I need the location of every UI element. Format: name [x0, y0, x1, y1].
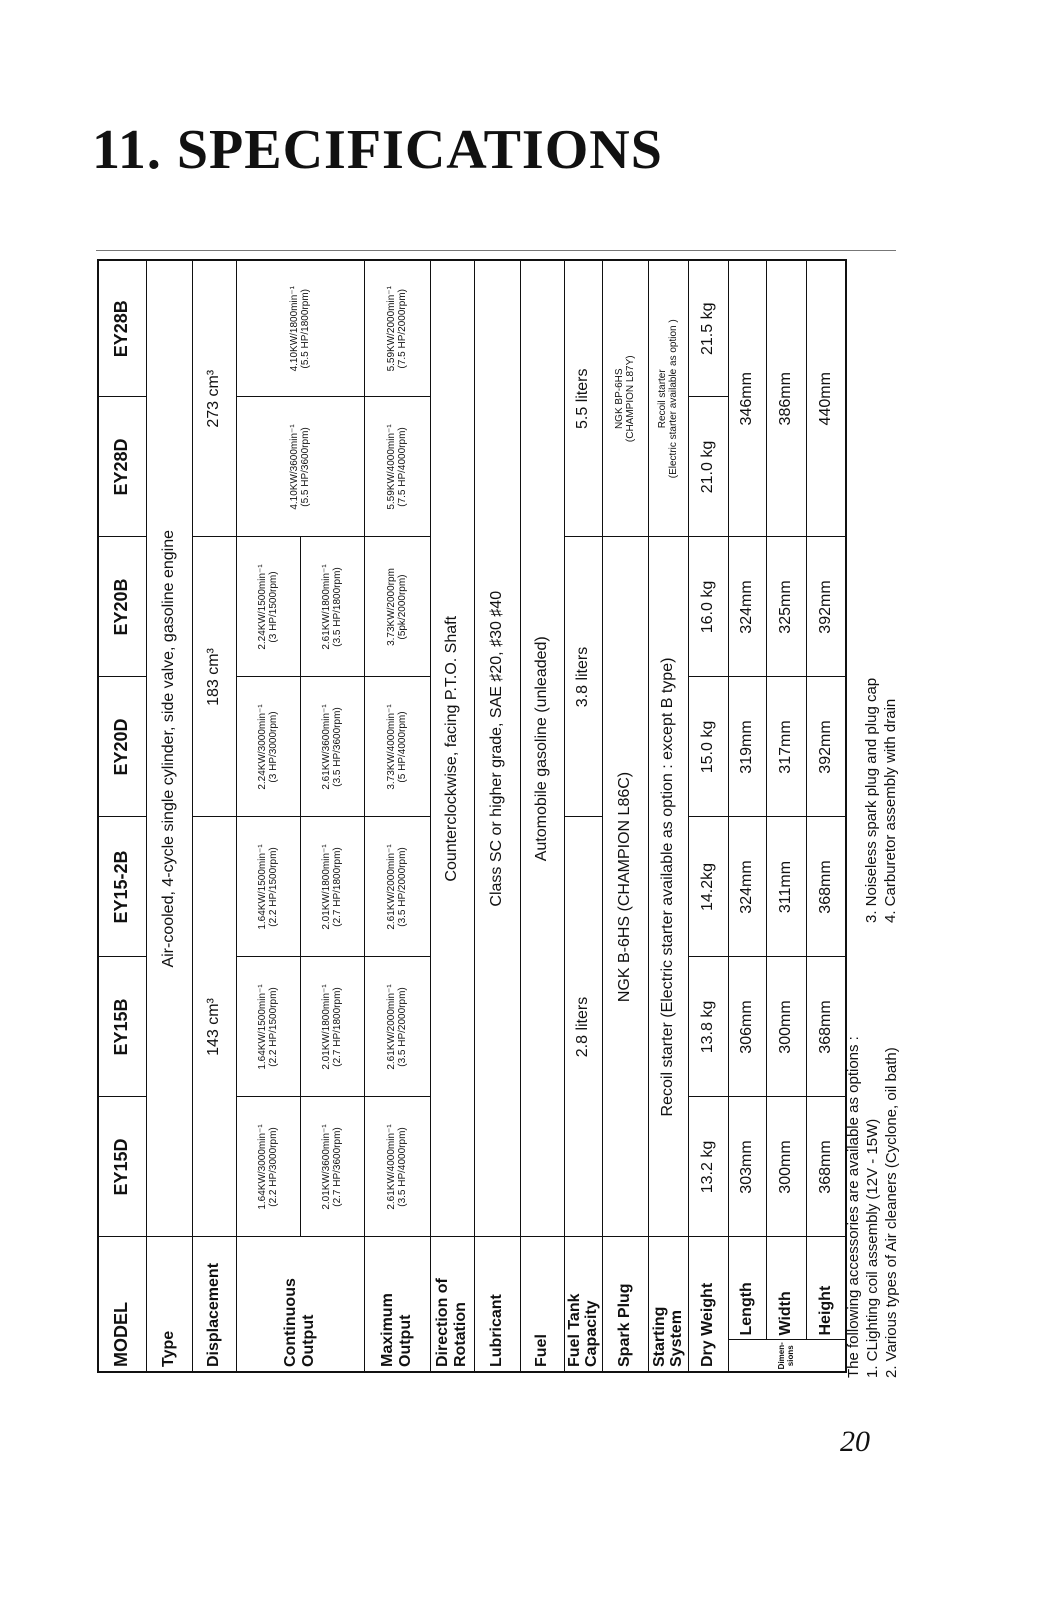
table-row-displacement [192, 260, 236, 1372]
fuel-tank-value: 3.8 liters [564, 537, 602, 817]
width-value: 386mm [766, 260, 806, 537]
length-value: 303mm [728, 1097, 766, 1237]
label-displacement: Displacement [192, 1237, 236, 1372]
table-row-spark-plug [602, 260, 648, 1372]
output-value: 2.61KW/2000min⁻¹ (3.5 HP/2000rpm) [364, 957, 430, 1097]
label-spark-plug: Spark Plug [602, 1237, 648, 1372]
table-row-dry-weight [688, 260, 728, 1372]
model-cell: EY20B [98, 537, 146, 677]
specifications-table-container [97, 261, 842, 1373]
model-cell: EY20D [98, 677, 146, 817]
notes-intro: The following accessories are available as options : [845, 1036, 862, 1378]
label-dimensions: Dimen- sions [728, 1340, 846, 1372]
output-value: 5.59KW/4000min⁻¹ (7.5 HP/4000rpm) [364, 397, 430, 537]
weight-value: 13.2 kg [688, 1097, 728, 1237]
output-value: 2.61KW/2000min⁻¹ (3.5 HP/2000rpm) [364, 817, 430, 957]
fuel-tank-value: 2.8 liters [564, 817, 602, 1237]
height-value: 368mm [806, 817, 846, 957]
weight-value: 13.8 kg [688, 957, 728, 1097]
table-row-lubricant [474, 260, 520, 1372]
displacement-value: 143 cm³ [192, 817, 236, 1237]
notes-column-left [845, 918, 901, 1378]
label-direction: Direction of Rotation [430, 1237, 474, 1372]
width-value: 311mm [766, 817, 806, 957]
width-value: 325mm [766, 537, 806, 677]
label-type: Type [146, 1237, 192, 1372]
direction-value: Counterclockwise, facing P.T.O. Shaft [430, 260, 474, 1237]
length-value: 324mm [728, 537, 766, 677]
label-maximum-output: Maximum Output [364, 1237, 430, 1372]
output-value: 2.24KW/3000min⁻¹ (3 HP/3000rpm) [236, 677, 300, 817]
weight-value: 16.0 kg [688, 537, 728, 677]
length-value: 324mm [728, 817, 766, 957]
width-value: 300mm [766, 957, 806, 1097]
weight-value: 21.0 kg [688, 397, 728, 537]
length-value: 306mm [728, 957, 766, 1097]
notes-column-right [863, 673, 901, 923]
label-fuel: Fuel [520, 1237, 564, 1372]
output-value: 5.59KW/2000min⁻¹ (7.5 HP/2000rpm) [364, 260, 430, 397]
lubricant-value: Class SC or higher grade, SAE ♯20, ♯30 ♯40 [474, 260, 520, 1237]
width-value: 300mm [766, 1097, 806, 1237]
table-row-width [766, 260, 806, 1372]
output-value: 2.61KW/3600min⁻¹ (3.5 HP/3600rpm) [300, 677, 364, 817]
output-value: 4.10KW/3600min⁻¹ (5.5 HP/3600rpm) [236, 397, 364, 537]
table-row-fuel-tank [564, 260, 602, 1372]
label-model: MODEL [98, 1237, 146, 1372]
label-continuous-output: Continuous Output [236, 1237, 364, 1372]
output-value: 2.61KW/1800min⁻¹ (3.5 HP/1800rpm) [300, 537, 364, 677]
output-value: 4.10KW/1800min⁻¹ (5.5 HP/1800rpm) [236, 260, 364, 397]
label-height: Height [806, 1237, 846, 1340]
height-value: 440mm [806, 260, 846, 537]
table-row-fuel [520, 260, 564, 1372]
table-row-starting [648, 260, 688, 1372]
specifications-table [97, 259, 847, 1373]
height-value: 392mm [806, 537, 846, 677]
label-length: Length [728, 1237, 766, 1340]
label-fuel-tank: Fuel Tank Capacity [564, 1237, 602, 1372]
model-cell: EY15D [98, 1097, 146, 1237]
output-value: 1.64KW/1500min⁻¹ (2.2 HP/1500rpm) [236, 817, 300, 957]
table-row-length [728, 260, 766, 1372]
height-value: 392mm [806, 677, 846, 817]
length-value: 346mm [728, 260, 766, 537]
label-starting: Starting System [648, 1237, 688, 1372]
output-value: 2.24KW/1500min⁻¹ (3 HP/1500rpm) [236, 537, 300, 677]
model-cell: EY28D [98, 397, 146, 537]
table-row-model [98, 260, 146, 1372]
output-value: 2.61KW/4000min⁻¹ (3.5 HP/4000rpm) [364, 1097, 430, 1237]
output-value: 1.64KW/3000min⁻¹ (2.2 HP/3000rpm) [236, 1097, 300, 1237]
displacement-value: 273 cm³ [192, 260, 236, 537]
weight-value: 14.2kg [688, 817, 728, 957]
model-cell: EY15B [98, 957, 146, 1097]
label-width: Width [766, 1237, 806, 1340]
table-row-maximum-output [364, 260, 430, 1372]
weight-value: 15.0 kg [688, 677, 728, 817]
length-value: 319mm [728, 677, 766, 817]
output-value: 3.73KW/4000min⁻¹ (5 HP/4000rpm) [364, 677, 430, 817]
label-dry-weight: Dry Weight [688, 1237, 728, 1372]
output-value: 2.01KW/1800min⁻¹ (2.7 HP/1800rpm) [300, 957, 364, 1097]
fuel-tank-value: 5.5 liters [564, 260, 602, 537]
label-lubricant: Lubricant [474, 1237, 520, 1372]
table-row-height [806, 260, 846, 1372]
output-value: 1.64KW/1500min⁻¹ (2.2 HP/1500rpm) [236, 957, 300, 1097]
output-value: 2.01KW/1800min⁻¹ (2.7 HP/1800rpm) [300, 817, 364, 957]
height-value: 368mm [806, 1097, 846, 1237]
output-value: 2.01KW/3600min⁻¹ (2.7 HP/3600rpm) [300, 1097, 364, 1237]
note-item: 1. CLighting coil assembly (12V - 15W) [863, 1118, 881, 1378]
note-item: 3. Noiseless spark plug and plug cap [863, 677, 880, 923]
starting-value: Recoil starter (Electric starter available as option ) [648, 260, 688, 537]
accessory-notes [845, 678, 915, 1378]
model-cell: EY15-2B [98, 817, 146, 957]
output-value: 3.73KW/2000rpm (5pk/2000rpm) [364, 537, 430, 677]
note-item: 2. Various types of Air cleaners (Cyclone, oil bath) [882, 1047, 900, 1378]
table-row-direction [430, 260, 474, 1372]
title-divider [96, 250, 896, 251]
table-row-type [146, 260, 192, 1372]
weight-value: 21.5 kg [688, 260, 728, 397]
table-row-continuous-output [236, 260, 300, 1372]
height-value: 368mm [806, 957, 846, 1097]
note-item: 4. Carburetor assembly with drain [881, 698, 899, 923]
displacement-value: 183 cm³ [192, 537, 236, 817]
page-title: 11. SPECIFICATIONS [92, 119, 663, 181]
spark-plug-value: NGK BP-6HS (CHAMPION L87Y) [602, 260, 648, 537]
type-value: Air-cooled, 4-cycle single cylinder, side valve, gasoline engine [146, 260, 192, 1237]
starting-value: Recoil starter (Electric starter available as option : except B type) [648, 537, 688, 1237]
page-number: 20 [840, 1425, 870, 1458]
model-cell: EY28B [98, 260, 146, 397]
spark-plug-value: NGK B-6HS (CHAMPION L86C) [602, 537, 648, 1237]
fuel-value: Automobile gasoline (unleaded) [520, 260, 564, 1237]
width-value: 317mm [766, 677, 806, 817]
